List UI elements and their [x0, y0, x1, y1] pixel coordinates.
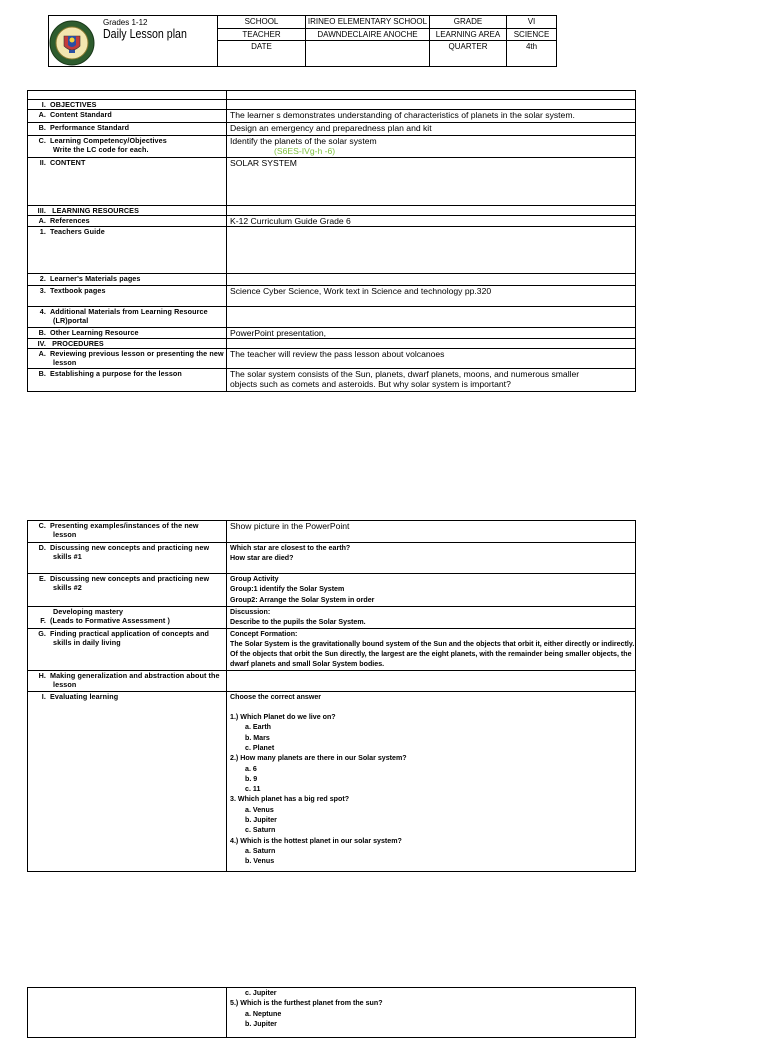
table-row: C. Learning Competency/Objectives Write the LC code for each. Identify the planets of the solar system (S6ES-IVg-h -6): [28, 136, 636, 158]
teacher-label: TEACHER: [218, 29, 306, 41]
presenting-value: Show picture in the PowerPoint: [227, 521, 636, 543]
logo-cell: [49, 16, 218, 67]
deped-seal-icon: [49, 20, 95, 66]
competency-value: Identify the planets of the solar system: [230, 136, 377, 146]
grade-value: VI: [507, 16, 557, 29]
table-row: B. Establishing a purpose for the lesson The solar system consists of the Sun, planets, dwarf planets, moons, and numerous smaller objects such as comets and asteroids. But why solar system is important?: [28, 369, 636, 392]
table-row: 3. Textbook pages Science Cyber Science, Work text in Science and technology pp.320: [28, 286, 636, 307]
other-resource-value: PowerPoint presentation,: [227, 328, 636, 339]
document-title: Daily Lesson plan: [103, 27, 187, 41]
table-row: A. Reviewing previous lesson or presenting the new lesson The teacher will review the pass lesson about volcanoes: [28, 349, 636, 369]
content-value: SOLAR SYSTEM: [227, 158, 636, 206]
date-label: DATE: [218, 41, 306, 67]
table-row: I. OBJECTIVES: [28, 100, 636, 110]
date-value: [306, 41, 430, 67]
table-row: 2. Learner's Materials pages: [28, 274, 636, 286]
content-standard-value: The learner s demonstrates understanding of characteristics of planets in the solar system.: [227, 110, 636, 123]
learning-area-value: SCIENCE: [507, 29, 557, 41]
school-value: IRINEO ELEMENTARY SCHOOL: [306, 16, 430, 29]
table-row: G. Finding practical application of concepts and skills in daily living Concept Formation: The Solar System is the gravitationally bound system of the Sun and the objects that orbit it, either directly or indirectly. Of the objects that orbit the Sun directly, the largest are the eight planets, with the remainder being smaller objects, the dwarf planets and small Solar System bodies.: [28, 628, 636, 670]
table-row: III. LEARNING RESOURCES: [28, 206, 636, 216]
table-row: [28, 988, 636, 1038]
lesson-table-3: [27, 987, 636, 1038]
references-value: K-12 Curriculum Guide Grade 6: [227, 216, 636, 227]
lesson-table-2: [27, 520, 636, 872]
header-table: [48, 15, 557, 67]
grades-label: Grades 1-12: [103, 18, 148, 27]
table-row: II. CONTENT SOLAR SYSTEM: [28, 158, 636, 206]
table-row: E. Discussing new concepts and practicing new skills #2 Group Activity Group:1 identify the Solar System Group2: Arrange the Solar System in order: [28, 574, 636, 607]
objectives-heading: OBJECTIVES: [50, 100, 97, 109]
grade-label: GRADE: [430, 16, 507, 29]
purpose-value: The solar system consists of the Sun, planets, dwarf planets, moons, and numerous smaller: [230, 369, 580, 379]
table-row: 4. Additional Materials from Learning Resource (LR)portal: [28, 307, 636, 328]
table-row: I. Evaluating learning Choose the correct answer 1.) Which Planet do we live on? a. Earth b. Mars c. Planet 2.) How many planets are there in our Solar system? a. 6 b. 9 c. 11 3. Which planet has a big red spot? a. Venus b. Jupiter c. Saturn 4.) Which is the hottest planet in our solar system? a. Saturn b. Venus: [28, 691, 636, 871]
quarter-value: 4th: [507, 41, 557, 67]
teacher-value: DAWNDECLAIRE ANOCHE: [306, 29, 430, 41]
table-row: Developing mastery F. (Leads to Formative Assessment ) Discussion: Describe to the pupils the Solar System.: [28, 607, 636, 629]
lesson-table-1: [27, 90, 636, 392]
table-row: 1. Teachers Guide: [28, 227, 636, 274]
table-row: D. Discussing new concepts and practicing new skills #1 Which star are closest to the earth? How star are died?: [28, 543, 636, 574]
table-row: B. Performance Standard Design an emergency and preparedness plan and kit: [28, 123, 636, 136]
table-row: B. Other Learning Resource PowerPoint presentation,: [28, 328, 636, 339]
lc-code: (S6ES-IVg-h -6): [274, 146, 336, 156]
performance-standard-value: Design an emergency and preparedness plan and kit: [227, 123, 636, 136]
table-row: IV. PROCEDURES: [28, 339, 636, 349]
table-row: A. References K-12 Curriculum Guide Grade 6: [28, 216, 636, 227]
table-row: A. Content Standard The learner s demonstrates understanding of characteristics of planets in the solar system.: [28, 110, 636, 123]
quarter-label: QUARTER: [430, 41, 507, 67]
learning-area-label: LEARNING AREA: [430, 29, 507, 41]
reviewing-value: The teacher will review the pass lesson about volcanoes: [227, 349, 636, 369]
evaluation-quiz: Choose the correct answer 1.) Which Planet do we live on? a. Earth b. Mars c. Planet 2.) How many planets are there in our Solar system? a. 6 b. 9 c. 11 3. Which planet has a big red spot? a. Venus b. Jupiter c. Saturn 4.) Which is the hottest planet in our solar system? a. Saturn b. Venus: [227, 691, 636, 871]
school-label: SCHOOL: [218, 16, 306, 29]
table-row: C. Presenting examples/instances of the new lesson Show picture in the PowerPoint: [28, 521, 636, 543]
table-row: H. Making generalization and abstraction about the lesson: [28, 670, 636, 691]
textbook-value: Science Cyber Science, Work text in Science and technology pp.320: [227, 286, 636, 307]
evaluation-quiz-continued: c. Jupiter 5.) Which is the furthest planet from the sun? a. Neptune b. Jupiter: [227, 988, 636, 1038]
